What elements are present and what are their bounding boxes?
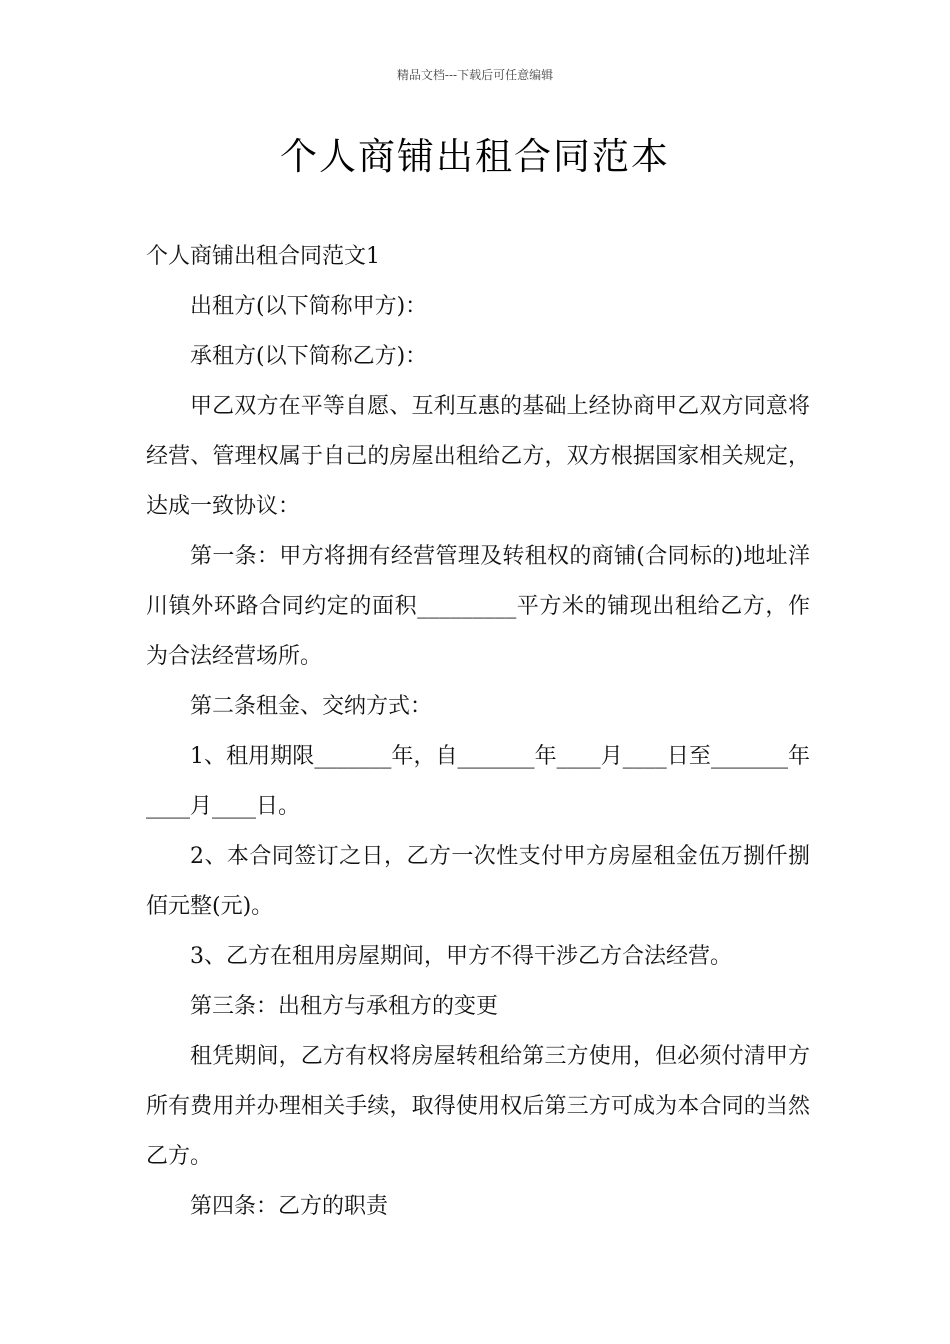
article-2-item-3: 3、乙方在租用房屋期间，甲方不得干涉乙方合法经营。 [190,944,732,969]
article-1-paragraph: 第一条：甲方将拥有经营管理及转租权的商铺(合同标的)地址洋川镇外环路合同约定的面积_________平方米的铺现出租给乙方，作为合法经营场所。 [146,544,810,669]
section-heading: 个人商铺出租合同范文1 [146,244,380,269]
header-note: 精品文档---下载后可任意编辑 [396,68,554,82]
article-4-heading: 第四条：乙方的职责 [190,1194,389,1219]
document-title: 个人商铺出租合同范本 [280,135,670,178]
article-3-paragraph: 租凭期间，乙方有权将房屋转租给第三方使用，但必须付清甲方所有费用并办理相关手续，取得使用权后第三方可成为本合同的当然乙方。 [146,1044,810,1169]
lessor-line: 出租方(以下简称甲方)： [190,294,428,319]
article-2-item-1: 1、租用期限_______年，自_______年____月____日至_______年____月____日。 [146,744,810,819]
article-3-heading: 第三条：出租方与承租方的变更 [190,994,499,1019]
preamble-paragraph: 甲乙双方在平等自愿、互利互惠的基础上经协商甲乙双方同意将经营、管理权属于自己的房屋出租给乙方，双方根据国家相关规定，达成一致协议： [146,394,810,519]
lessee-line: 承租方(以下简称乙方)： [190,344,428,369]
article-2-heading: 第二条租金、交纳方式： [190,694,433,719]
article-2-item-2: 2、本合同签订之日，乙方一次性支付甲方房屋租金伍万捌仟捌佰元整(元)。 [146,844,810,919]
document-body [146,232,810,1232]
